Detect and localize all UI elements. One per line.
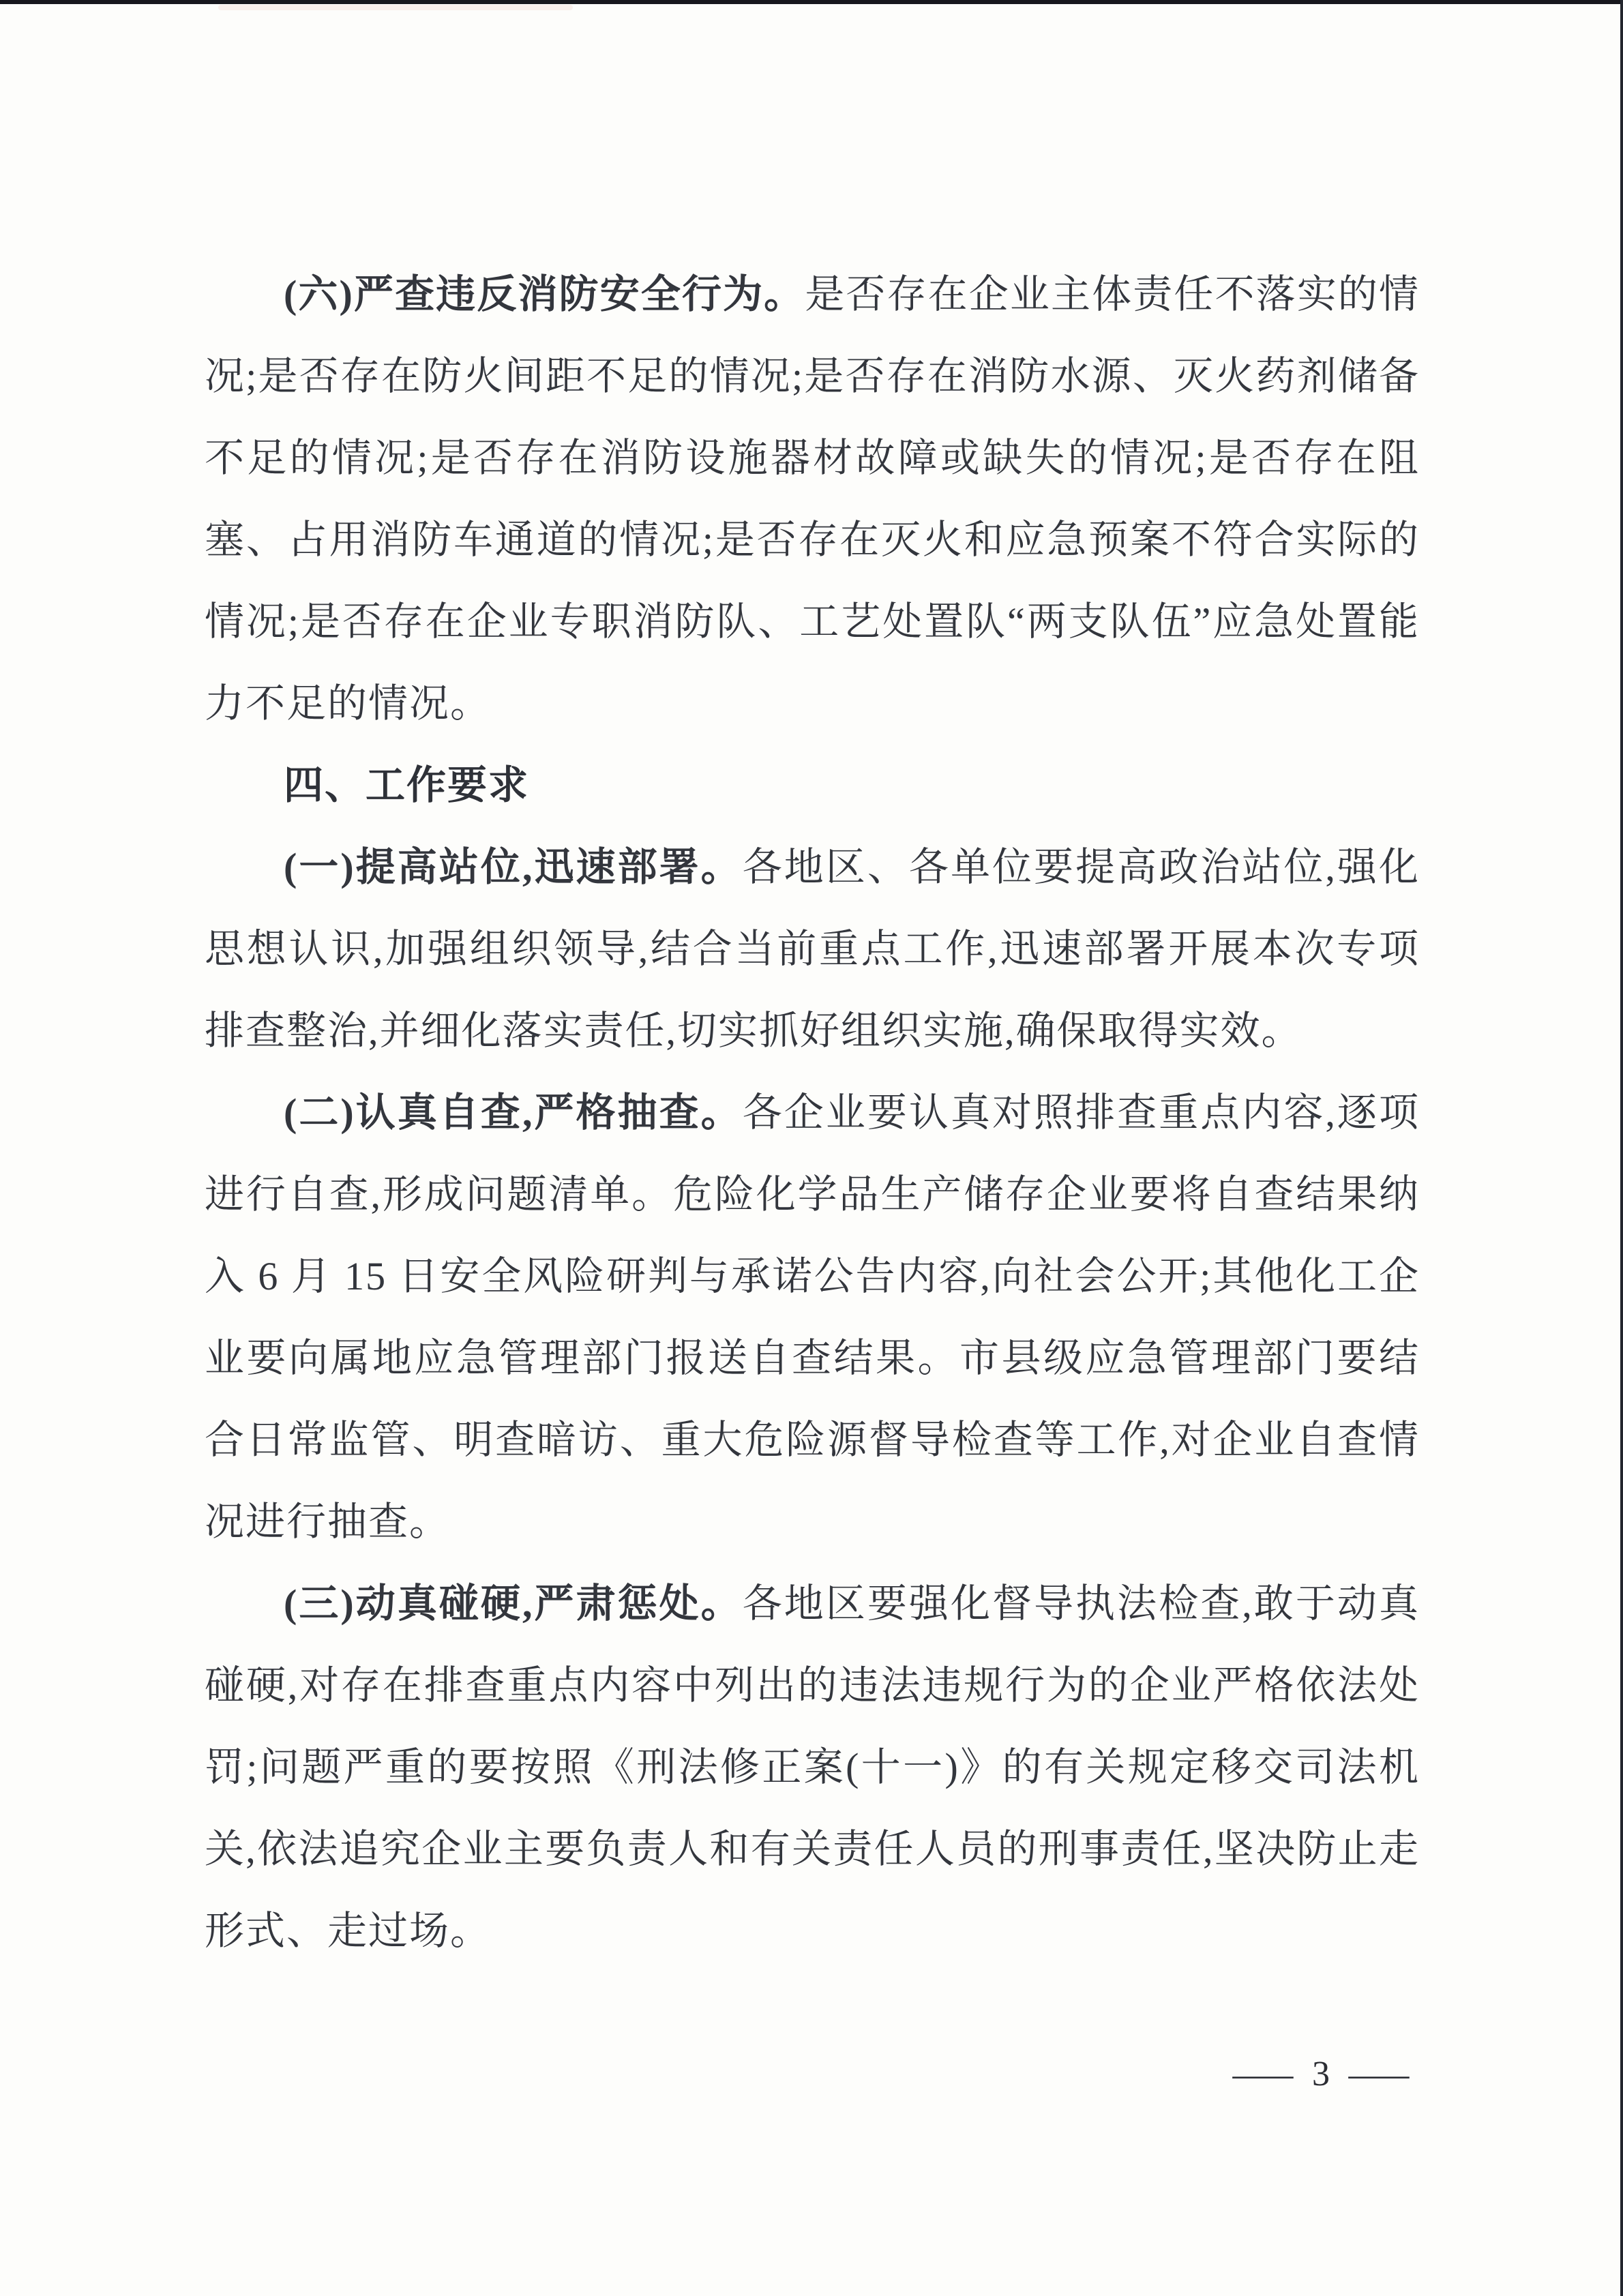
paragraph-item-6-text: 是否存在企业主体责任不落实的情况;是否存在防火间距不足的情况;是否存在消防水源、灭火药剂储备不足的情况;是否存在消防设施器材故障或缺失的情况;是否存在阻塞、占用消防车通道的情况;是否存在灭火和应急预案不符合实际的情况;是否存在企业专职消防队、工艺处置队“两支队伍”应急处置能力不足的情况。	[205, 272, 1420, 726]
paragraph-item-1-text: 各地区、各单位要提高政治站位,强化思想认识,加强组织领导,结合当前重点工作,迅速部署开展本次专项排查整治,并细化落实责任,切实抓好组织实施,确保取得实效。	[205, 845, 1420, 1053]
paragraph-item-2-text: 各企业要认真对照排查重点内容,逐项进行自查,形成问题清单。危险化学品生产储存企业要将自查结果纳入 6 月 15 日安全风险研判与承诺公告内容,向社会公开;其他化工企业要向属地应急管理部门报送自查结果。市县级应急管理部门要结合日常监管、明查暗访、重大危险源督导检查等工作,对企业自查情况进行抽查。	[205, 1090, 1420, 1544]
paragraph-item-3-text: 各地区要强化督导执法检查,敢于动真碰硬,对存在排查重点内容中列出的违法违规行为的企业严格依法处罚;问题严重的要按照《刑法修正案(十一)》的有关规定移交司法机关,依法追究企业主要负责人和有关责任人员的刑事责任,坚决防止走形式、走过场。	[205, 1581, 1420, 1953]
paragraph-item-2-lead: (二)认真自查,严格抽查。	[284, 1090, 743, 1135]
page-number-left-dash: —	[1232, 2055, 1294, 2094]
paragraph-item-6	[205, 254, 1420, 745]
paragraph-item-1	[205, 826, 1420, 1072]
page-number-right-dash: —	[1348, 2055, 1410, 2094]
paragraph-item-6-lead: (六)严查违反消防安全行为。	[284, 272, 805, 316]
page-number-value: 3	[1312, 2055, 1330, 2093]
paragraph-item-1-lead: (一)提高站位,迅速部署。	[284, 845, 743, 889]
scan-artifact-right-edge	[1620, 0, 1623, 2296]
paragraph-item-2	[205, 1072, 1420, 1563]
page-number	[1232, 2047, 1410, 2102]
paragraph-item-3	[205, 1563, 1420, 1972]
scan-artifact-top-edge	[0, 0, 1623, 4]
section-heading-work-requirements: 四、工作要求	[284, 763, 530, 807]
scan-artifact-smudge	[218, 5, 573, 10]
paragraph-item-3-lead: (三)动真碰硬,严肃惩处。	[284, 1581, 743, 1626]
document-body-text	[205, 254, 1420, 1972]
